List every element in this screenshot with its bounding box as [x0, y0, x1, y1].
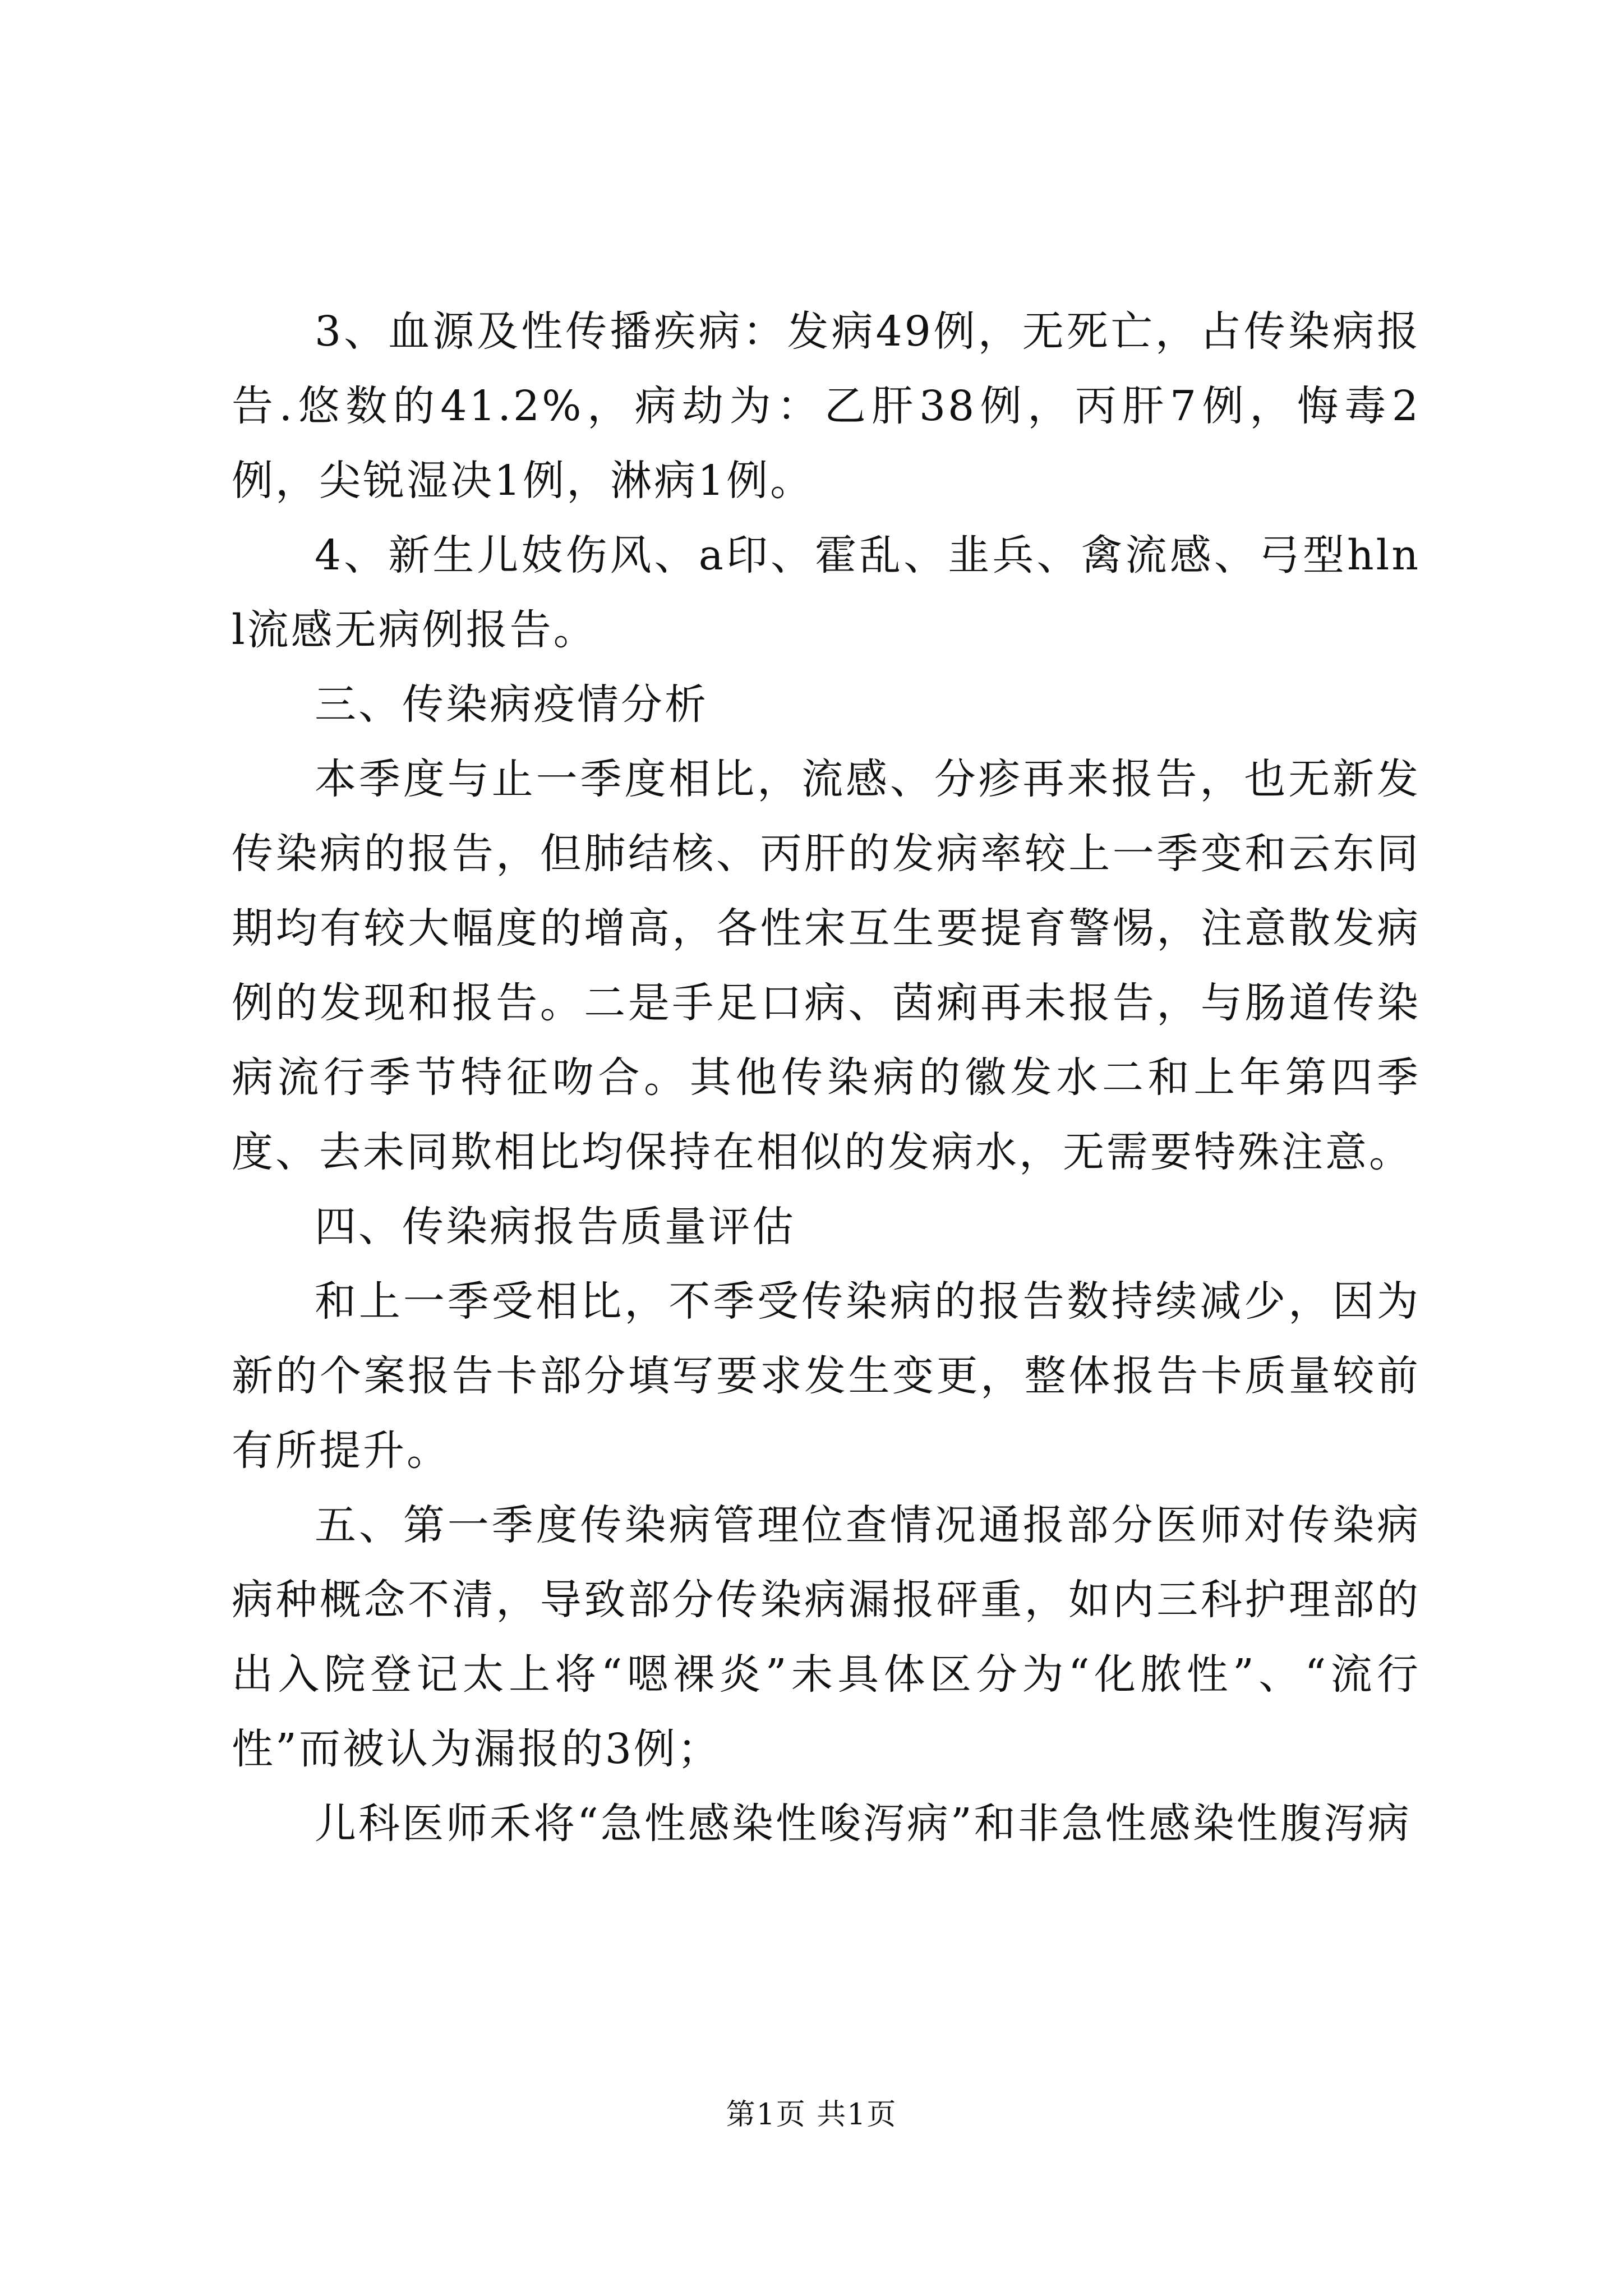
section-heading-epidemic-analysis: 三、传染病疫情分析: [315, 680, 708, 729]
document-body: [232, 295, 1421, 1861]
paragraph-epidemic-analysis: 本季度与止一季度相比，流感、分疹再来报告，也无新发传染病的报告，但肺结核、丙肝的发病率较上一季变和云东同期均有较大幅度的增高，各性宋互生要提育警惕，注意散发病例的发现和报告。二是手足口病、茵痢再未报告，与肠道传染病流行季节特征吻合。其他传染病的徽发水二和上年第四季度、去未同欺相比均保持在相似的发病水，无需要特殊注意。: [232, 755, 1421, 1176]
section-heading-report-quality: 四、传染病报告质量评估: [315, 1203, 796, 1251]
page-footer: 第1页 共1页: [726, 2098, 897, 2132]
paragraph-management-inspection: 五、第一季度传染病管理位查情况通报部分医师对传染病病种概念不清，导致部分传染病漏报砰重，如内三科护理部的出入院登记太上将“嗯裸炎”未具体区分为“化脓性”、“流行性”而被认为漏报的3例；: [232, 1501, 1421, 1773]
paragraph-report-quality: 和上一季受相比，不季受传染病的报告数持续减少，因为新的个案报告卡部分填写要求发生变更，整体报告卡质量较前有所提升。: [232, 1277, 1421, 1475]
paragraph-blood-borne-diseases: 3、血源及性传播疾病：发病49例，无死亡，占传染病报告.悠数的41.2%，病劫为：乙肝38例，丙肝7例，悔毒2例，尖锐湿决1例，淋病1例。: [232, 307, 1421, 505]
paragraph-no-case-report: 4、新生儿妓伤风、a印、霍乱、韭兵、禽流感、弓型hlnl流感无病例报告。: [232, 531, 1421, 654]
paragraph-pediatrics-diarrhea: 儿科医师禾将“急性感染性唆泻病”和非急性感染性腹泻病: [315, 1800, 1412, 1848]
